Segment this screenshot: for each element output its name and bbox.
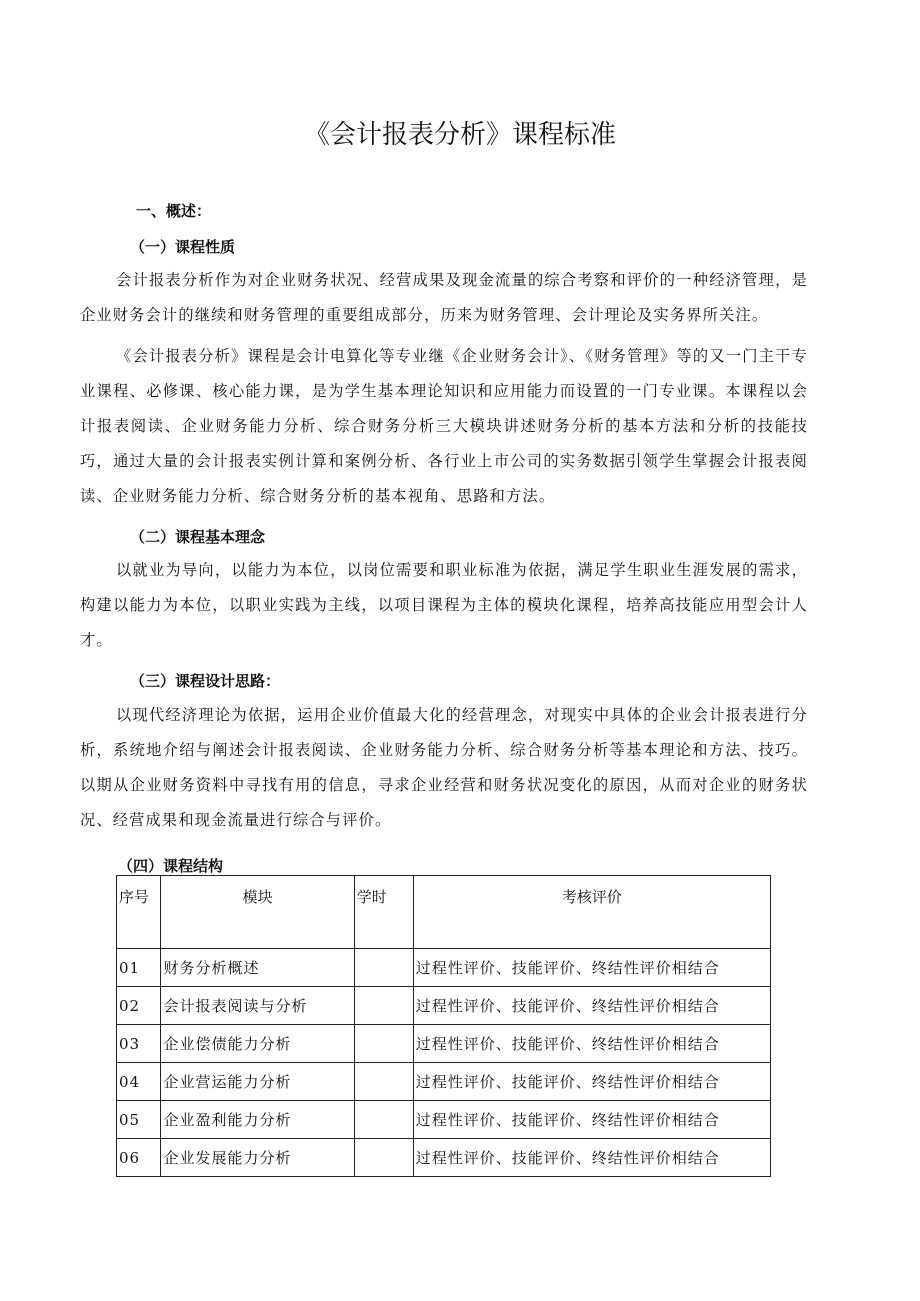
row-evaluation: 过程性评价、技能评价、终结性评价相结合 bbox=[413, 987, 770, 1025]
design-heading: （三）课程设计思路： bbox=[130, 672, 281, 690]
structure-heading: （四）课程结构 bbox=[118, 857, 224, 875]
row-module: 企业偿债能力分析 bbox=[161, 1025, 354, 1063]
row-module: 会计报表阅读与分析 bbox=[161, 987, 354, 1025]
table-row bbox=[117, 1025, 771, 1063]
row-hours bbox=[354, 987, 413, 1025]
header-no: 序号 bbox=[117, 876, 161, 949]
nature-heading: （一）课程性质 bbox=[130, 238, 236, 256]
concept-paragraph: 以就业为导向，以能力为本位，以岗位需要和职业标准为依据，满足学生职业生涯发展的需求，构建以能力为本位，以职业实践为主线，以项目课程为主体的模块化课程，培养高技能应用型会计人才。 bbox=[80, 561, 808, 649]
table-row bbox=[117, 1139, 771, 1177]
row-hours bbox=[354, 1139, 413, 1177]
concept-heading: （二）课程基本理念 bbox=[130, 528, 266, 546]
row-no: 06 bbox=[117, 1139, 161, 1177]
header-evaluation: 考核评价 bbox=[413, 876, 770, 949]
table-row bbox=[117, 987, 771, 1025]
row-hours bbox=[354, 1063, 413, 1101]
header-hours: 学时 bbox=[354, 876, 413, 949]
row-evaluation: 过程性评价、技能评价、终结性评价相结合 bbox=[413, 1063, 770, 1101]
design-paragraph: 以现代经济理论为依据，运用企业价值最大化的经营理念，对现实中具体的企业会计报表进行分析，系统地介绍与阐述会计报表阅读、企业财务能力分析、综合财务分析等基本理论和方法、技巧。以期从企业财务资料中寻找有用的信息，寻求企业经营和财务状况变化的原因，从而对企业的财务状况、经营成果和现金流量进行综合与评价。 bbox=[80, 706, 808, 829]
row-evaluation: 过程性评价、技能评价、终结性评价相结合 bbox=[413, 1101, 770, 1139]
header-module: 模块 bbox=[161, 876, 354, 949]
course-structure-table bbox=[116, 875, 771, 1177]
row-hours bbox=[354, 1025, 413, 1063]
nature-paragraph-1: 会计报表分析作为对企业财务状况、经营成果及现金流量的综合考察和评价的一种经济管理，是企业财务会计的继续和财务管理的重要组成部分，历来为财务管理、会计理论及实务界所关注。 bbox=[80, 271, 808, 324]
row-module: 企业盈利能力分析 bbox=[161, 1101, 354, 1139]
row-hours bbox=[354, 949, 413, 987]
table-row bbox=[117, 949, 771, 987]
nature-paragraph-2: 《会计报表分析》课程是会计电算化等专业继《企业财务会计》、《财务管理》等的又一门主干专业课程、必修课、核心能力课，是为学生基本理论知识和应用能力而设置的一门专业课。本课程以会计报表阅读、企业财务能力分析、综合财务分析三大模块讲述财务分析的基本方法和分析的技能技巧，通过大量的会计报表实例计算和案例分析、各行业上市公司的实务数据引领学生掌握会计报表阅读、企业财务能力分析、综合财务分析的基本视角、思路和方法。 bbox=[80, 347, 808, 505]
row-no: 01 bbox=[117, 949, 161, 987]
row-module: 企业营运能力分析 bbox=[161, 1063, 354, 1101]
table-header-row bbox=[117, 876, 771, 949]
table-row bbox=[117, 1063, 771, 1101]
row-no: 02 bbox=[117, 987, 161, 1025]
row-evaluation: 过程性评价、技能评价、终结性评价相结合 bbox=[413, 949, 770, 987]
row-no: 04 bbox=[117, 1063, 161, 1101]
row-module: 财务分析概述 bbox=[161, 949, 354, 987]
table-row bbox=[117, 1101, 771, 1139]
row-hours bbox=[354, 1101, 413, 1139]
row-evaluation: 过程性评价、技能评价、终结性评价相结合 bbox=[413, 1025, 770, 1063]
overview-heading: 一、概述： bbox=[136, 202, 212, 220]
row-evaluation: 过程性评价、技能评价、终结性评价相结合 bbox=[413, 1139, 770, 1177]
row-no: 05 bbox=[117, 1101, 161, 1139]
row-module: 企业发展能力分析 bbox=[161, 1139, 354, 1177]
page-title: 《会计报表分析》课程标准 bbox=[303, 120, 616, 150]
row-no: 03 bbox=[117, 1025, 161, 1063]
